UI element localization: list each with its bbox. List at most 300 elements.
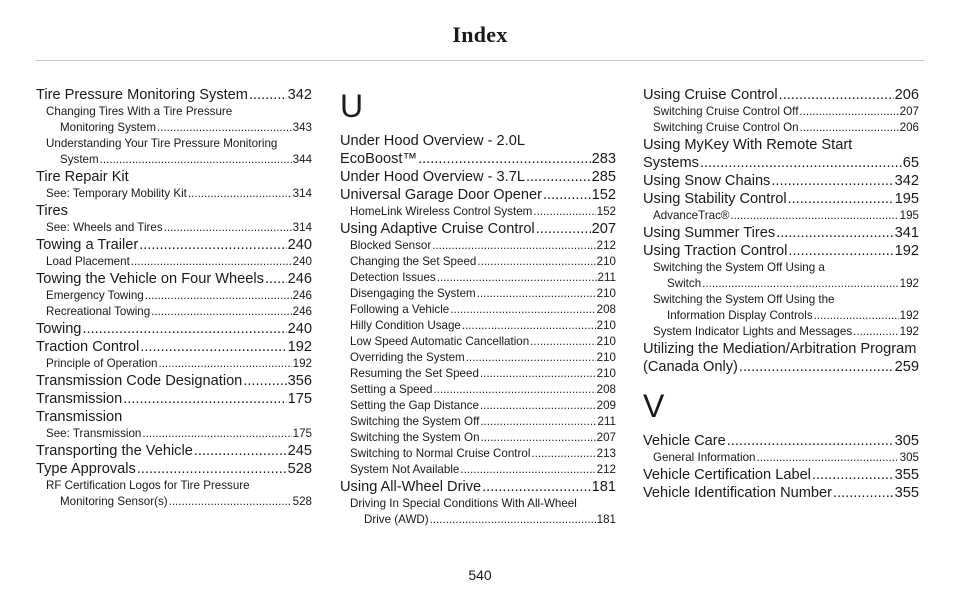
dot-leader <box>460 462 595 478</box>
entry-text: Low Speed Automatic Cancellation <box>350 335 530 348</box>
entry-text: Transmission <box>36 409 123 425</box>
entry-row <box>653 450 919 466</box>
dot-leader <box>145 288 292 304</box>
entry-row <box>350 270 616 286</box>
dot-leader <box>702 276 899 292</box>
entry-text: Towing <box>36 321 82 337</box>
index-entry <box>36 390 312 408</box>
entry-text: AdvanceTrac® <box>653 209 730 222</box>
index-subentry <box>643 260 919 292</box>
entry-page[interactable]: 181 <box>596 513 616 526</box>
dot-leader <box>788 242 893 260</box>
entry-page[interactable]: 305 <box>899 451 919 464</box>
entry-row <box>643 466 919 484</box>
entry-row <box>46 304 312 320</box>
entry-text: Vehicle Care <box>643 433 726 449</box>
page-number: 540 <box>468 567 492 583</box>
entry-page[interactable]: 210 <box>596 287 616 300</box>
dot-leader <box>418 150 591 168</box>
entry-page[interactable]: 211 <box>597 415 616 428</box>
entry-row <box>36 320 312 338</box>
entry-row <box>643 358 919 376</box>
entry-row <box>350 366 616 382</box>
entry-page[interactable]: 192 <box>899 325 919 338</box>
index-entry <box>643 190 919 208</box>
entry-text: Under Hood Overview - 2.0L <box>340 133 525 149</box>
entry-row <box>36 236 312 254</box>
entry-page[interactable]: 355 <box>894 467 919 483</box>
entry-page[interactable]: 344 <box>292 153 312 166</box>
entry-text: Towing the Vehicle on Four Wheels <box>36 271 264 287</box>
index-subentry <box>36 356 312 372</box>
entry-text: Changing the Set Speed <box>350 255 477 268</box>
entry-row <box>350 302 616 318</box>
entry-row <box>643 484 919 502</box>
index-column-3 <box>643 86 919 502</box>
entry-text: Transmission Code Designation <box>36 373 243 389</box>
dot-leader <box>477 254 595 270</box>
dot-leader <box>131 254 292 270</box>
entry-row <box>350 430 616 446</box>
entry-page[interactable]: 181 <box>591 479 616 495</box>
entry-page[interactable]: 175 <box>287 391 312 407</box>
entry-page[interactable]: 210 <box>596 367 616 380</box>
entry-text: Setting a Speed <box>350 383 433 396</box>
entry-text: Principle of Operation <box>46 357 158 370</box>
entry-text: Following a Vehicle <box>350 303 450 316</box>
index-entry <box>643 136 919 172</box>
index-subentry <box>643 450 919 466</box>
entry-page[interactable]: 210 <box>596 255 616 268</box>
entry-page[interactable]: 314 <box>292 221 312 234</box>
entry-text: Detection Issues <box>350 271 436 284</box>
index-entry <box>36 320 312 338</box>
entry-page[interactable]: 210 <box>596 351 616 364</box>
entry-page[interactable]: 245 <box>287 443 312 459</box>
entry-row <box>350 286 616 302</box>
entry-text: Transporting the Vehicle <box>36 443 193 459</box>
index-subentry <box>36 478 312 510</box>
entry-text: HomeLink Wireless Control System <box>350 205 533 218</box>
index-subentry <box>340 382 616 398</box>
entry-row <box>643 242 919 260</box>
index-entry <box>36 338 312 356</box>
index-entry <box>643 432 919 450</box>
entry-page[interactable]: 246 <box>287 271 312 287</box>
entry-text: (Canada Only) <box>643 359 738 375</box>
entry-text: Vehicle Identification Number <box>643 485 833 501</box>
entry-page[interactable]: 211 <box>597 271 616 284</box>
index-column-2 <box>340 86 616 528</box>
entry-row <box>36 270 312 288</box>
entry-page[interactable]: 314 <box>292 187 312 200</box>
entry-page[interactable]: 240 <box>292 255 312 268</box>
entry-row <box>643 432 919 450</box>
dot-leader <box>812 466 894 484</box>
entry-row <box>340 186 616 204</box>
entry-page[interactable]: 341 <box>894 225 919 241</box>
entry-page[interactable]: 283 <box>591 151 616 167</box>
entry-row <box>36 372 312 390</box>
index-entry <box>340 220 616 238</box>
entry-text: See: Transmission <box>46 427 142 440</box>
index-entry <box>36 460 312 478</box>
dot-leader <box>771 172 893 190</box>
index-entry <box>340 186 616 204</box>
dot-leader <box>800 120 899 136</box>
entry-text: System Not Available <box>350 463 460 476</box>
entry-text: Using Summer Tires <box>643 225 776 241</box>
entry-text: System <box>60 153 99 166</box>
index-subentry <box>340 446 616 462</box>
dot-leader <box>480 366 596 382</box>
entry-row <box>643 224 919 242</box>
entry-row <box>340 168 616 186</box>
entry-page[interactable]: 192 <box>899 309 919 322</box>
entry-row <box>36 202 312 220</box>
entry-page[interactable]: 355 <box>894 485 919 501</box>
dot-leader <box>434 382 596 398</box>
entry-row <box>46 288 312 304</box>
entry-text: Using Traction Control <box>643 243 788 259</box>
dot-leader <box>482 478 591 496</box>
entry-row <box>340 478 616 496</box>
index-entry <box>36 442 312 460</box>
index-subentry <box>340 204 616 220</box>
dot-leader <box>814 308 899 324</box>
entry-text: Transmission <box>36 391 123 407</box>
entry-row <box>643 154 919 172</box>
entry-text: Driving In Special Conditions With All-Wheel <box>350 497 577 510</box>
dot-leader <box>462 318 596 334</box>
entry-row <box>36 442 312 460</box>
dot-leader <box>265 270 287 288</box>
entry-text: Blocked Sensor <box>350 239 432 252</box>
entry-row <box>36 408 312 426</box>
index-subentry <box>36 254 312 270</box>
entry-page[interactable]: 208 <box>596 303 616 316</box>
entry-text: Overriding the System <box>350 351 465 364</box>
entry-page[interactable]: 208 <box>596 383 616 396</box>
dot-leader <box>430 512 596 528</box>
index-entry <box>36 372 312 390</box>
entry-page[interactable]: 356 <box>287 373 312 389</box>
index-entry <box>36 270 312 288</box>
index-subentry <box>340 302 616 318</box>
entry-text: Switching Cruise Control Off <box>653 105 799 118</box>
entry-page[interactable]: 65 <box>902 155 919 171</box>
index-subentry <box>36 220 312 236</box>
index-subentry <box>643 292 919 324</box>
index-entry <box>36 168 312 186</box>
entry-text: Monitoring System <box>60 121 157 134</box>
index-subentry <box>340 334 616 350</box>
entry-page[interactable]: 240 <box>287 237 312 253</box>
entry-row <box>350 350 616 366</box>
index-subentry <box>643 324 919 340</box>
entry-text: Utilizing the Mediation/Arbitration Program <box>643 341 917 357</box>
entry-text: Using Adaptive Cruise Control <box>340 221 535 237</box>
entry-text: Changing Tires With a Tire Pressure <box>46 105 233 118</box>
index-subentry <box>340 414 616 430</box>
entry-page[interactable]: 195 <box>899 209 919 222</box>
title-divider <box>36 60 924 61</box>
index-entry <box>643 224 919 242</box>
entry-row <box>350 238 616 254</box>
entry-text: Using Snow Chains <box>643 173 771 189</box>
entry-row <box>46 120 312 136</box>
entry-page[interactable]: 213 <box>596 447 616 460</box>
entry-row <box>653 104 919 120</box>
index-subentry <box>340 496 616 528</box>
entry-page[interactable]: 246 <box>292 305 312 318</box>
entry-row <box>350 382 616 398</box>
entry-page[interactable]: 210 <box>596 335 616 348</box>
entry-text: Switching the System Off <box>350 415 480 428</box>
dot-leader <box>776 224 893 242</box>
index-subentry <box>340 398 616 414</box>
dot-leader <box>100 152 292 168</box>
dot-leader <box>480 414 596 430</box>
entry-text: Emergency Towing <box>46 289 144 302</box>
index-entry <box>340 478 616 496</box>
entry-text: See: Temporary Mobility Kit <box>46 187 187 200</box>
entry-page[interactable]: 212 <box>596 239 616 252</box>
entry-row <box>643 190 919 208</box>
entry-page[interactable]: 152 <box>591 187 616 203</box>
dot-leader <box>779 86 894 104</box>
dot-leader <box>700 154 902 172</box>
entry-text: Setting the Gap Distance <box>350 399 479 412</box>
entry-text: Systems <box>643 155 699 171</box>
entry-row <box>653 208 919 224</box>
dot-leader <box>477 286 596 302</box>
entry-page[interactable]: 259 <box>894 359 919 375</box>
dot-leader <box>531 446 595 462</box>
dot-leader <box>853 324 899 340</box>
entry-text: Tire Pressure Monitoring System <box>36 87 248 103</box>
entry-page[interactable]: 528 <box>292 495 312 508</box>
entry-row <box>36 86 312 104</box>
entry-row <box>36 390 312 408</box>
dot-leader <box>142 426 291 442</box>
index-entry <box>340 132 616 168</box>
index-subentry <box>340 254 616 270</box>
index-subentry <box>643 120 919 136</box>
dot-leader <box>450 302 595 318</box>
entry-row <box>350 254 616 270</box>
entry-page[interactable]: 195 <box>894 191 919 207</box>
entry-text: Using Stability Control <box>643 191 787 207</box>
dot-leader <box>249 86 287 104</box>
index-subentry <box>643 104 919 120</box>
entry-page[interactable]: 152 <box>596 205 616 218</box>
entry-text: Tires <box>36 203 68 219</box>
entry-row <box>46 426 312 442</box>
index-entry <box>643 466 919 484</box>
dot-leader <box>437 270 597 286</box>
entry-text: Traction Control <box>36 339 140 355</box>
entry-page[interactable]: 342 <box>894 173 919 189</box>
entry-text: Using MyKey With Remote Start <box>643 137 853 153</box>
entry-text: System Indicator Lights and Messages <box>653 325 853 338</box>
entry-text: Drive (AWD) <box>364 513 429 526</box>
entry-row <box>36 460 312 478</box>
entry-page[interactable]: 175 <box>292 427 312 440</box>
dot-leader <box>139 236 286 254</box>
entry-page[interactable]: 192 <box>899 277 919 290</box>
index-entry <box>36 408 312 426</box>
entry-row <box>46 186 312 202</box>
section-letter: U <box>340 88 364 124</box>
entry-row <box>653 324 919 340</box>
dot-leader <box>480 398 596 414</box>
dot-leader <box>788 190 894 208</box>
entry-text: Type Approvals <box>36 461 136 477</box>
page-title: Index <box>452 22 508 47</box>
dot-leader <box>432 238 595 254</box>
entry-page[interactable]: 210 <box>596 319 616 332</box>
dot-leader <box>466 350 596 366</box>
index-subentry <box>36 288 312 304</box>
entry-page[interactable]: 207 <box>899 105 919 118</box>
index-subentry <box>340 350 616 366</box>
dot-leader <box>481 430 596 446</box>
entry-page[interactable]: 206 <box>899 121 919 134</box>
entry-text: General Information <box>653 451 756 464</box>
index-subentry <box>340 430 616 446</box>
index-subentry <box>36 304 312 320</box>
index-subentry <box>643 208 919 224</box>
entry-page[interactable]: 305 <box>894 433 919 449</box>
dot-leader <box>194 442 287 460</box>
entry-row <box>653 276 919 292</box>
entry-text: Switching the System On <box>350 431 480 444</box>
entry-text: Switching to Normal Cruise Control <box>350 447 531 460</box>
dot-leader <box>756 450 898 466</box>
dot-leader <box>536 220 591 238</box>
entry-page[interactable]: 192 <box>894 243 919 259</box>
entry-row <box>36 338 312 356</box>
dot-leader <box>151 304 291 320</box>
dot-leader <box>137 460 287 478</box>
entry-page[interactable]: 240 <box>287 321 312 337</box>
entry-text: Recreational Towing <box>46 305 151 318</box>
entry-row <box>350 318 616 334</box>
index-column-1 <box>36 86 312 510</box>
index-subentry <box>36 136 312 168</box>
index-subentry <box>340 270 616 286</box>
dot-leader <box>739 358 894 376</box>
index-entry <box>36 236 312 254</box>
index-entry <box>36 202 312 220</box>
entry-text: See: Wheels and Tires <box>46 221 163 234</box>
entry-row <box>46 254 312 270</box>
entry-page[interactable]: 206 <box>894 87 919 103</box>
index-subentry <box>340 462 616 478</box>
dot-leader <box>82 320 286 338</box>
entry-page[interactable]: 343 <box>292 121 312 134</box>
index-subentry <box>340 238 616 254</box>
index-subentry <box>340 366 616 382</box>
entry-page[interactable]: 285 <box>591 169 616 185</box>
entry-row <box>643 172 919 190</box>
index-entry <box>643 86 919 104</box>
entry-page[interactable]: 342 <box>287 87 312 103</box>
index-entry <box>643 242 919 260</box>
entry-row <box>653 308 919 324</box>
entry-page[interactable]: 207 <box>591 221 616 237</box>
index-entry <box>340 168 616 186</box>
entry-text: Monitoring Sensor(s) <box>60 495 168 508</box>
entry-page[interactable]: 207 <box>596 431 616 444</box>
dot-leader <box>243 372 286 390</box>
dot-leader <box>123 390 286 408</box>
entry-text: Switch <box>667 277 702 290</box>
index-subentry <box>36 186 312 202</box>
entry-text: Using All-Wheel Drive <box>340 479 482 495</box>
dot-leader <box>526 168 591 186</box>
dot-leader <box>533 204 595 220</box>
entry-row <box>46 494 312 510</box>
entry-text: Using Cruise Control <box>643 87 778 103</box>
entry-page[interactable]: 192 <box>292 357 312 370</box>
index-entry <box>36 86 312 104</box>
dot-leader <box>164 220 292 236</box>
entry-text: Tire Repair Kit <box>36 169 129 185</box>
dot-leader <box>188 186 292 202</box>
dot-leader <box>799 104 898 120</box>
entry-row <box>350 512 616 528</box>
dot-leader <box>833 484 894 502</box>
entry-row <box>653 120 919 136</box>
index-subentry <box>36 104 312 136</box>
entry-row <box>340 150 616 168</box>
dot-leader <box>727 432 894 450</box>
index-entry <box>643 172 919 190</box>
entry-text: RF Certification Logos for Tire Pressure <box>46 479 250 492</box>
section-letter: V <box>643 388 665 424</box>
entry-text: Understanding Your Tire Pressure Monitoring <box>46 137 278 150</box>
entry-page[interactable]: 528 <box>287 461 312 477</box>
entry-text: Hilly Condition Usage <box>350 319 461 332</box>
entry-text: Load Placement <box>46 255 130 268</box>
entry-row <box>46 356 312 372</box>
index-entry <box>643 340 919 376</box>
entry-page[interactable]: 246 <box>292 289 312 302</box>
entry-page[interactable]: 209 <box>596 399 616 412</box>
entry-text: Resuming the Set Speed <box>350 367 479 380</box>
dot-leader <box>543 186 591 204</box>
index-entry <box>643 484 919 502</box>
entry-page[interactable]: 212 <box>596 463 616 476</box>
dot-leader <box>730 208 898 224</box>
entry-row <box>350 398 616 414</box>
entry-row <box>36 168 312 186</box>
entry-text: Vehicle Certification Label <box>643 467 811 483</box>
entry-text: Under Hood Overview - 3.7L <box>340 169 525 185</box>
entry-row <box>350 446 616 462</box>
dot-leader <box>159 356 292 372</box>
entry-text: Switching the System Off Using the <box>653 293 835 306</box>
entry-text: Switching Cruise Control On <box>653 121 799 134</box>
entry-row <box>643 86 919 104</box>
entry-row <box>350 414 616 430</box>
dot-leader <box>140 338 286 356</box>
entry-page[interactable]: 192 <box>287 339 312 355</box>
index-subentry <box>340 318 616 334</box>
entry-row <box>46 152 312 168</box>
